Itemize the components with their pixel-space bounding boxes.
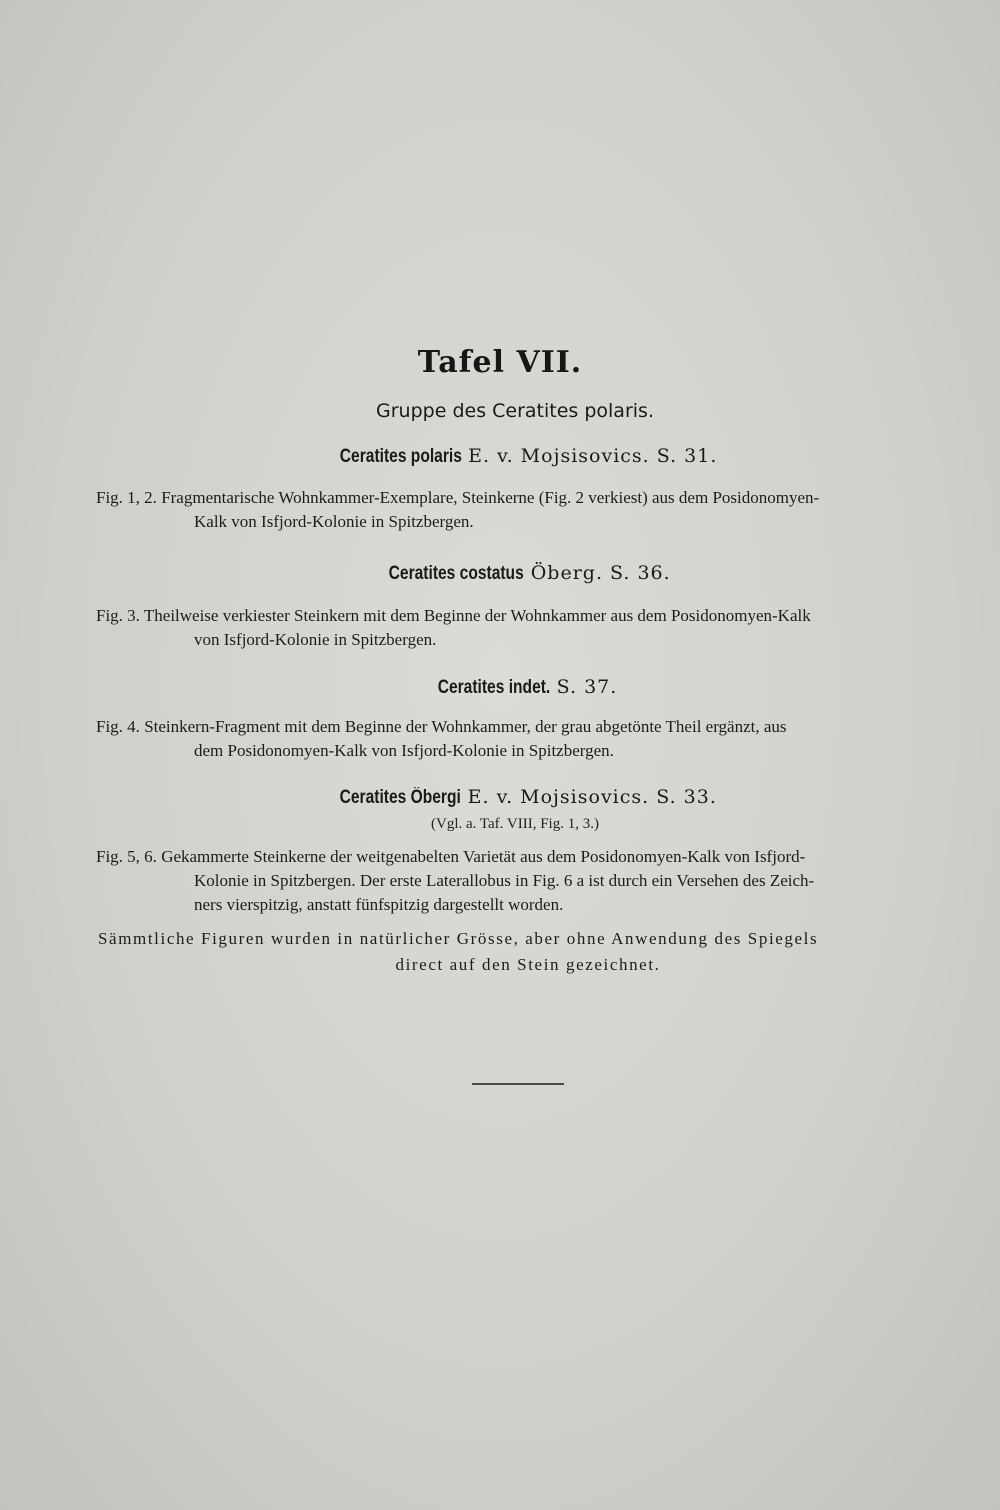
figure-entry-4 bbox=[96, 715, 936, 763]
group-title: Gruppe des Ceratites polaris. bbox=[376, 400, 654, 422]
cross-reference-note: (Vgl. a. Taf. VIII, Fig. 1, 3.) bbox=[431, 816, 599, 832]
figure-line: Kolonie in Spitzbergen. Der erste Laterallobus in Fig. 6 a ist durch ein Versehen des Zeich- bbox=[194, 871, 815, 890]
figure-line bbox=[96, 604, 936, 628]
figure-line bbox=[96, 486, 936, 510]
figure-text: Fragmentarische Wohnkammer-Exemplare, Steinkerne (Fig. 2 verkiest) aus dem Posidonomyen- bbox=[161, 488, 820, 507]
figure-line: ners vierspitzig, anstatt fünfspitzig dargestellt worden. bbox=[194, 895, 564, 914]
figure-line: von Isfjord-Kolonie in Spitzbergen. bbox=[194, 630, 437, 649]
figure-text: Theilweise verkiester Steinkern mit dem Beginne der Wohnkammer aus dem Posidonomyen-Kalk bbox=[143, 606, 811, 625]
species-name: Ceratites polaris bbox=[339, 446, 462, 467]
figure-line: dem Posidonomyen-Kalk von Isfjord-Kolonie in Spitzbergen. bbox=[194, 741, 614, 760]
species-heading-indet bbox=[0, 674, 1000, 699]
closing-line-2: direct auf den Stein gezeichnet. bbox=[395, 955, 661, 974]
figure-entry-5-6 bbox=[96, 845, 936, 917]
figure-label: Fig. 1, 2. bbox=[96, 488, 157, 507]
figure-text: Gekammerte Steinkerne der weitgenabelten Varietät aus dem Posidonomyen-Kalk von Isfjord- bbox=[161, 847, 806, 866]
figure-label: Fig. 3. bbox=[96, 606, 140, 625]
divider-rule bbox=[472, 1083, 564, 1085]
plate-title: Tafel VII. bbox=[417, 345, 583, 380]
figure-line: Kalk von Isfjord-Kolonie in Spitzbergen. bbox=[194, 512, 474, 531]
species-name: Ceratites Öbergi bbox=[339, 787, 461, 808]
figure-label: Fig. 5, 6. bbox=[96, 847, 157, 866]
closing-line-1: Sämmtliche Figuren wurden in natürlicher Grösse, aber ohne Anwendung des Spiegels bbox=[98, 929, 819, 948]
species-heading-obergi bbox=[0, 784, 1000, 809]
species-authority: S. 37. bbox=[556, 676, 618, 698]
species-name: Ceratites indet. bbox=[437, 677, 550, 698]
figure-entry-1-2 bbox=[96, 486, 936, 534]
figure-text: Steinkern-Fragment mit dem Beginne der Wohnkammer, der grau abgetönte Theil ergänzt, aus bbox=[144, 717, 787, 736]
species-heading-costatus bbox=[0, 560, 1000, 585]
species-authority: E. v. Mojsisovics. S. 31. bbox=[468, 445, 718, 467]
figure-line bbox=[96, 845, 936, 869]
closing-remark bbox=[98, 926, 938, 978]
figure-line bbox=[96, 715, 936, 739]
figure-entry-3 bbox=[96, 604, 936, 652]
species-authority: Öberg. S. 36. bbox=[530, 562, 671, 584]
figure-label: Fig. 4. bbox=[96, 717, 140, 736]
species-name: Ceratites costatus bbox=[388, 563, 525, 584]
species-authority: E. v. Mojsisovics. S. 33. bbox=[467, 786, 717, 808]
species-heading-polaris bbox=[0, 443, 1000, 468]
